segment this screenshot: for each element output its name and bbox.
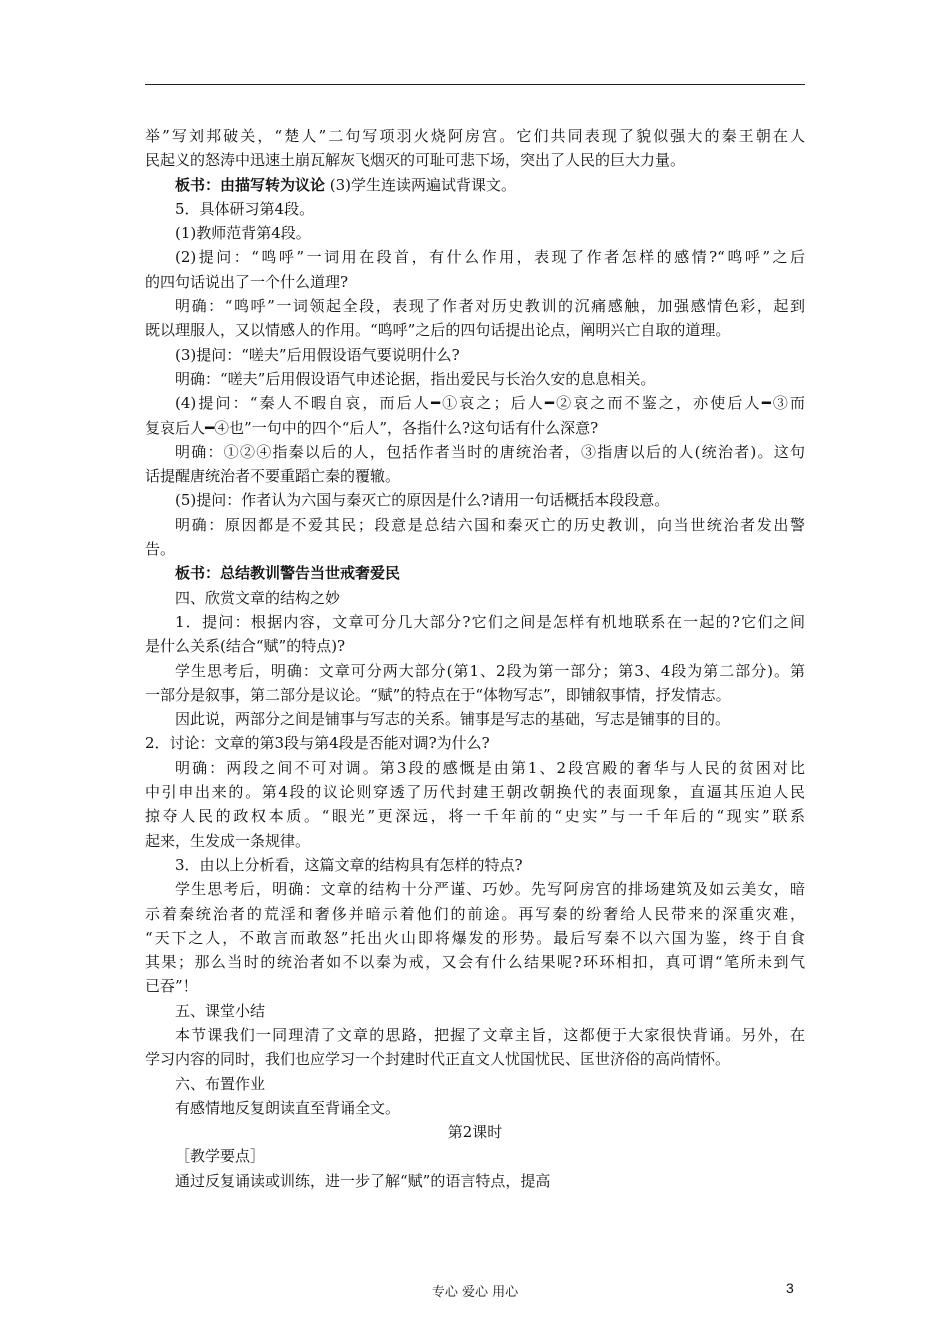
line-text: 既以理服人，又以情感人的作用。“鸣呼”之后的四句话提出论点，阐明兴亡自取的道理。 [145, 321, 731, 340]
text-line [145, 902, 805, 926]
line-text: ［教学要点］ [175, 1147, 266, 1166]
line-text: 是什么关系(结合“赋”的特点)? [145, 637, 346, 656]
line-text: 因此说，两部分之间是铺事与写志的关系。铺事是写志的基础，写志是铺事的目的。 [175, 710, 731, 729]
text-line [145, 829, 805, 853]
text-line [145, 440, 805, 464]
line-text: 2．讨论：文章的第3段与第4段是否能对调?为什么? [145, 734, 490, 753]
line-text: 学习内容的同时，我们也应学习一个封建时代正直文人忧国忧民、匡世济俗的高尚情怀。 [145, 1050, 731, 1069]
line-text: 其果；那么当时的统治者如不以秦为戒，又会有什么结果呢?环环相扣，真可谓“笔所未到气 [145, 953, 805, 972]
line-text: 中引申出来的。第4段的议论则穿透了历代封建王朝改朝换代的表面现象，直逼其压迫人民 [145, 783, 805, 802]
text-line [145, 659, 805, 683]
line-text: 掠夺人民的政权本质。“眼光”更深远，将一千年前的“史实”与一千年后的“现实”联系 [145, 807, 805, 826]
line-text: 有感情地反复朗读直至背诵全文。 [175, 1098, 401, 1117]
text-line [145, 343, 805, 367]
text-line [145, 853, 805, 877]
line-text: 第2课时 [447, 1123, 503, 1142]
text-line [145, 488, 805, 512]
text-line [145, 148, 805, 172]
text-line [145, 926, 805, 950]
text-line [145, 756, 805, 780]
document-body [145, 124, 805, 1193]
text-line [145, 1169, 805, 1193]
line-text: 明确：①②④指秦以后的人，包括作者当时的唐统治者，③指唐以后的人(统治者)。这句 [175, 442, 805, 461]
line-text: 示着秦统治者的荒淫和奢侈并暗示着他们的前途。再写秦的纷奢给人民带来的深重灾难， [145, 904, 805, 923]
line-text: (3)提问：“嗟夫”后用假设语气要说明什么? [175, 345, 460, 364]
line-text: 学生思考后，明确：文章的结构十分严谨、巧妙。先写阿房宫的排场建筑及如云美女，暗 [175, 880, 805, 899]
line-text: 的四句话说出了一个什么道理? [145, 272, 349, 291]
text-line [145, 1047, 805, 1071]
line-text: 话提醒唐统治者不要重蹈亡秦的覆辙。 [145, 467, 401, 486]
text-line [145, 610, 805, 634]
text-line [145, 1120, 805, 1144]
line-text: 一部分是叙事，第二部分是议论。“赋”的特点在于“体物写志”，即铺叙事情，抒发情志。 [145, 685, 731, 704]
line-text: 学生思考后，明确：文章可分两大部分(第1、2段为第一部分；第3、4段为第二部分)。第 [175, 661, 805, 680]
footer-motto: 专心 爱心 用心 [431, 1285, 519, 1300]
line-text: 本节课我们一同理清了文章的思路，把握了文章主旨，这都便于大家很快背诵。另外，在 [175, 1025, 805, 1044]
line-text: 通过反复诵读或训练，进一步了解“赋”的语言特点，提高 [175, 1171, 551, 1190]
text-line [145, 999, 805, 1023]
line-text: (4)提问：“秦人不暇自哀，而后人━①哀之；后人━②哀之而不鉴之，亦使后人━③而 [175, 394, 805, 413]
text-line [145, 318, 805, 342]
text-line [145, 731, 805, 755]
line-text: (2)提问：“鸣呼”一词用在段首，有什么作用，表现了作者怎样的感情?“鸣呼”之后 [175, 248, 805, 267]
text-line [145, 124, 805, 148]
text-line [145, 804, 805, 828]
text-line [145, 1096, 805, 1120]
line-text: 1．提问：根据内容，文章可分几大部分?它们之间是怎样有机地联系在一起的?它们之间 [175, 612, 805, 631]
text-line [145, 245, 805, 269]
line-text: 告。 [145, 540, 176, 559]
line-text: (3)学生连读两遍试背课文。 [325, 175, 517, 194]
text-line [145, 950, 805, 974]
line-text: 六、布置作业 [175, 1074, 266, 1093]
text-line [145, 1144, 805, 1168]
text-line [145, 683, 805, 707]
text-line [145, 877, 805, 901]
line-text: 复哀后人━④也”一句中的四个“后人”，各指什么?这句话有什么深意? [145, 418, 599, 437]
blackboard-note: 板书：由描写转为议论 [175, 175, 326, 194]
header-rule [145, 84, 805, 85]
text-line [145, 416, 805, 440]
line-text: 明确：两段之间不可对调。第3段的感慨是由第1、2段宫殿的奢华与人民的贫困对比 [175, 758, 805, 777]
text-line [145, 221, 805, 245]
text-line [145, 586, 805, 610]
line-text: 举”写刘邦破关，“楚人”二句写项羽火烧阿房宫。它们共同表现了貌似强大的秦王朝在人 [145, 127, 805, 145]
line-text: “天下之人，不敢言而敢怒”托出火山即将爆发的形势。最后写秦不以六国为鉴，终于自食 [145, 928, 805, 947]
line-text: (1)教师范背第4段。 [175, 224, 311, 243]
page-number: 3 [786, 1280, 794, 1296]
text-line [145, 173, 805, 197]
text-line [145, 464, 805, 488]
text-line [145, 197, 805, 221]
text-line [145, 561, 805, 585]
line-text: 四、欣赏文章的结构之妙 [175, 588, 341, 607]
text-line [145, 391, 805, 415]
text-line [145, 780, 805, 804]
line-text: 明确：原因都是不爱其民；段意是总结六国和秦灭亡的历史教训，向当世统治者发出警 [175, 515, 805, 534]
text-line [145, 513, 805, 537]
line-text: 民起义的怒涛中迅速土崩瓦解灰飞烟灭的可耻可悲下场，突出了人民的巨大力量。 [145, 151, 686, 170]
line-text: 起来，生发成一条规律。 [145, 831, 311, 850]
blackboard-note: 板书：总结教训警告当世戒奢爱民 [175, 564, 401, 583]
text-line [145, 634, 805, 658]
text-line [145, 1023, 805, 1047]
line-text: 3．由以上分析看，这篇文章的结构具有怎样的特点? [175, 855, 523, 874]
line-text: 五、课堂小结 [175, 1001, 266, 1020]
text-line [145, 294, 805, 318]
text-line [145, 367, 805, 391]
line-text: 已吞”！ [145, 977, 198, 996]
line-text: 明确：“鸣呼”一词领起全段，表现了作者对历史教训的沉痛感触，加强感情色彩，起到 [175, 297, 805, 316]
text-line [145, 974, 805, 998]
line-text: 明确：“嗟夫”后用假设语气申述论据，指出爱民与长治久安的息息相关。 [175, 369, 656, 388]
text-line [145, 707, 805, 731]
line-text: (5)提问：作者认为六国与秦灭亡的原因是什么?请用一句话概括本段段意。 [175, 491, 670, 510]
text-line [145, 537, 805, 561]
text-line [145, 270, 805, 294]
text-line [145, 1072, 805, 1096]
line-text: 5．具体研习第4段。 [175, 199, 315, 218]
